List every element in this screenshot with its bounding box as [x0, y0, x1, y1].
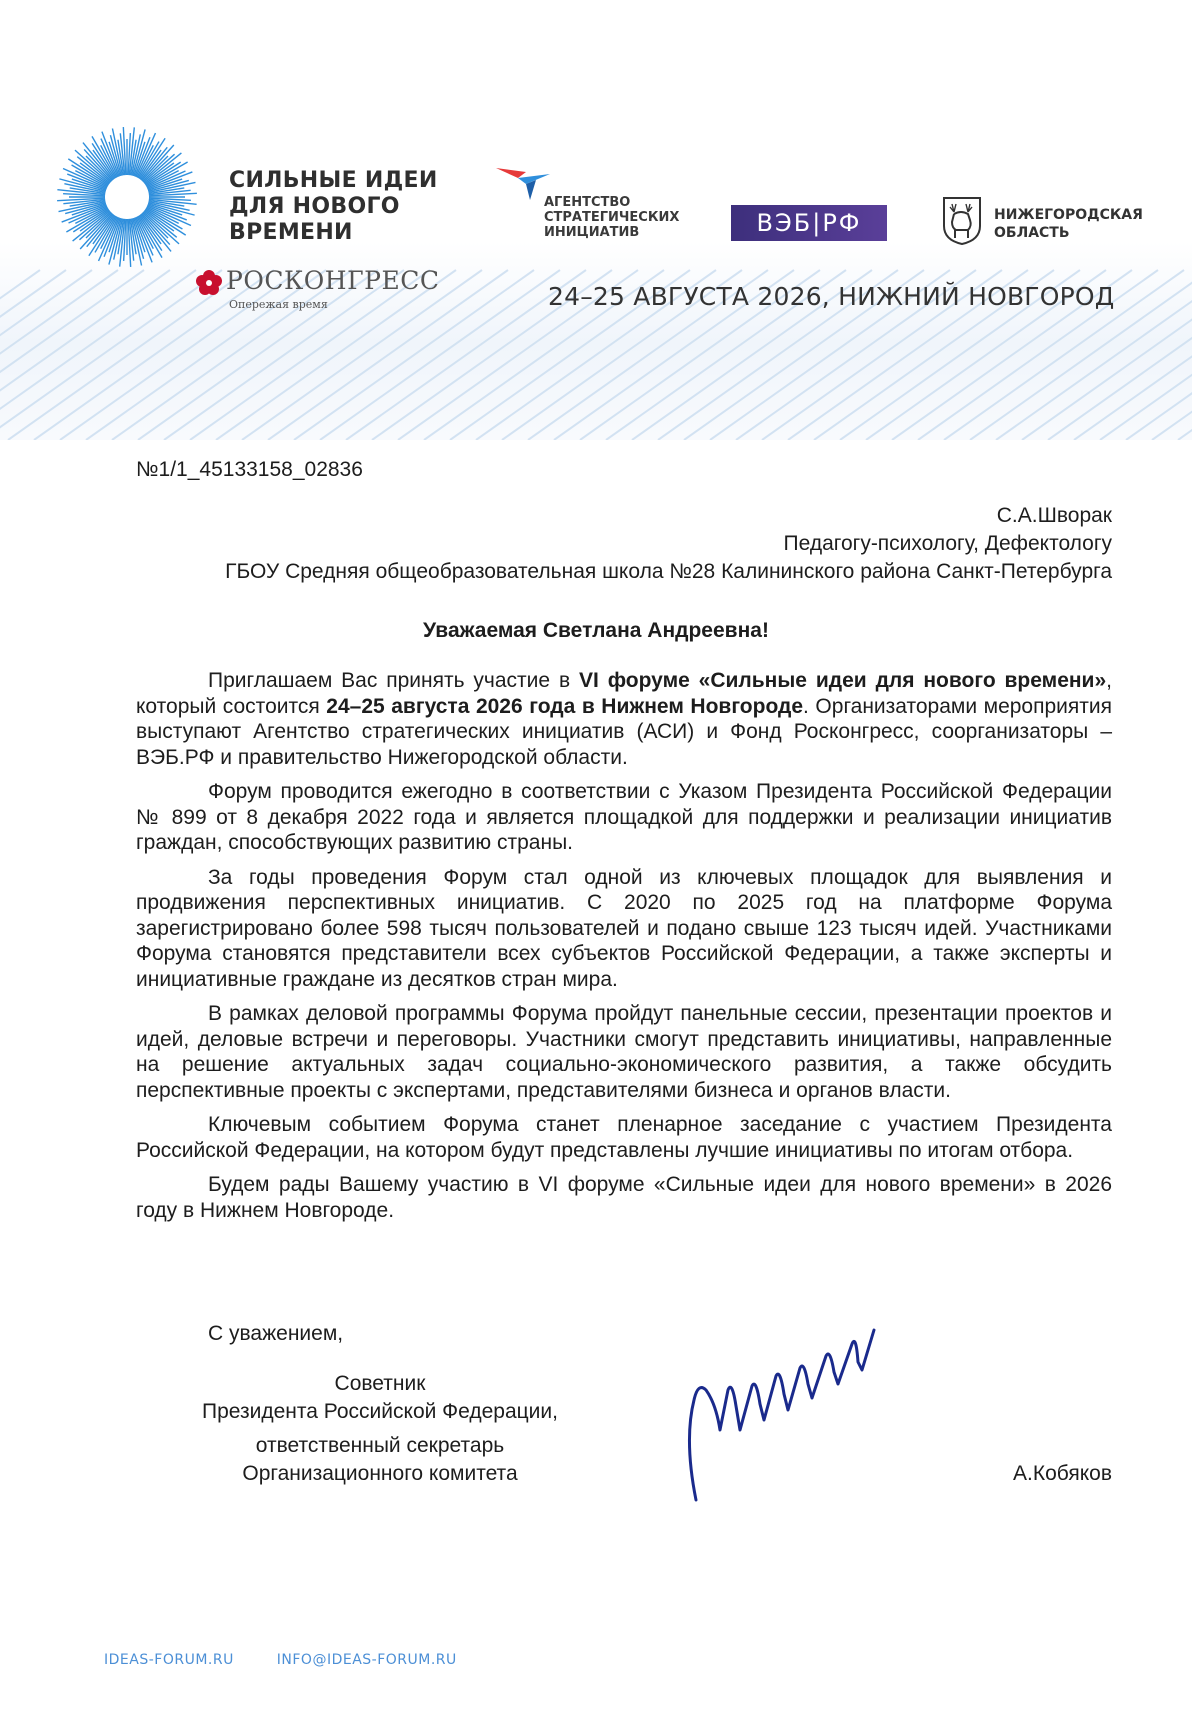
- addressee-organization: ГБОУ Средняя общеобразовательная школа №28 Калининского района Санкт-Петербурга: [225, 560, 1112, 583]
- brand-title-line: СИЛЬНЫЕ ИДЕИ: [229, 168, 438, 193]
- signatory-title-line: Организационного комитета: [242, 1462, 518, 1485]
- nizhny-novgorod-region-logo: [942, 194, 1172, 250]
- event-date-location: 24–25 АВГУСТА 2026, НИЖНИЙ НОВГОРОД: [548, 282, 1115, 311]
- addressee-block: [225, 502, 1112, 586]
- roscongress-name: РОСКОНГРЕСС: [226, 266, 440, 295]
- signatory-title-line: ответственный секретарь: [255, 1434, 505, 1457]
- signatory-title-line: Президента Российской Федерации,: [202, 1400, 558, 1423]
- addressee-position: Педагогу-психологу, Дефектологу: [783, 532, 1112, 555]
- brand-title-line: ВРЕМЕНИ: [229, 220, 353, 245]
- email-link[interactable]: INFO@IDEAS-FORUM.RU: [276, 1652, 457, 1668]
- forum-date-bold: 24–25 августа 2026 года в Нижнем Новгороде: [326, 694, 804, 718]
- text-run: Приглашаем Вас принять участие в: [208, 669, 579, 692]
- asi-name: [544, 195, 679, 240]
- signer-name: А.Кобяков: [1013, 1462, 1112, 1485]
- letterhead: [0, 0, 1192, 440]
- addressee-name: С.А.Шворак: [996, 504, 1112, 527]
- document-number: №1/1_45133158_02836: [136, 458, 363, 481]
- forum-name-bold: VI форуме «Сильные идеи для нового времени»: [578, 669, 1107, 692]
- asi-logo: [496, 166, 696, 246]
- paragraph-decree: Форум проводится ежегодно в соответствии с Указом Президента Российской Федерации № 899 от 8 декабря 2022 года и является площадкой для поддержки и реализации инициатив граждан, способствующих развитию страны.: [136, 780, 1112, 854]
- deer-coat-of-arms-icon: [942, 196, 982, 246]
- forum-sun-logo-icon: [52, 122, 202, 272]
- paragraph-statistics: За годы проведения Форум стал одной из ключевых площадок для выявления и продвижения перспективных инициатив. С 2020 по 2025 год на платформе Форума зарегистрировано более 598 тысяч пользователей и подано свыше 123 тысяч идей. Участниками Форума становятся представители всех субъектов Российской Федерации, а также эксперты и инициативные граждане из десятков стран мира.: [136, 865, 1112, 991]
- text-run: , который состоится: [136, 669, 1112, 718]
- veb-rf-logo: ВЭБ|РФ: [731, 205, 887, 241]
- paragraph-plenary: Ключевым событием Форума станет пленарное заседание с участием Президента Российской Федерации, на котором будут представлены лучшие инициативы по итогам отбора.: [136, 1113, 1112, 1162]
- signatory-title: [140, 1370, 620, 1488]
- asi-name-line: СТРАТЕГИЧЕСКИХ: [544, 210, 680, 225]
- region-name: [994, 206, 1143, 242]
- regards: С уважением,: [208, 1322, 344, 1345]
- text-run: . Организаторами мероприятия выступают Агентство стратегических инициатив (АСИ) и Фонд Росконгресс, соорганизаторы – ВЭБ.РФ и правительство Нижегородской области.: [136, 694, 1112, 769]
- region-name-line: НИЖЕГОРОДСКАЯ: [994, 207, 1143, 223]
- roscongress-logo: [192, 266, 452, 316]
- paragraph-program: В рамках деловой программы Форума пройдут панельные сессии, презентации проектов и идей, деловые встречи и переговоры. Участники смогут представить инициативы, направленные на решение актуальных задач социально-экономического развития, а также обсудить перспективные проекты с экспертами, представителями бизнеса и органов власти.: [136, 1002, 1112, 1102]
- roscongress-tagline: Опережая время: [229, 298, 328, 311]
- asi-name-line: АГЕНТСТВО: [544, 195, 631, 210]
- website-link[interactable]: IDEAS-FORUM.RU: [104, 1652, 234, 1668]
- paragraph-closing: Будем рады Вашему участию в VI форуме «Сильные идеи для нового времени» в 2026 году в Нижнем Новгороде.: [136, 1173, 1112, 1222]
- handwritten-signature: [680, 1320, 900, 1520]
- asi-name-line: ИНИЦИАТИВ: [544, 225, 640, 240]
- signatory-title-line: Советник: [334, 1372, 426, 1395]
- region-name-line: ОБЛАСТЬ: [994, 225, 1070, 241]
- paragraph-invitation: [136, 668, 1112, 770]
- forum-brand-title: [229, 168, 459, 246]
- letter-body: [136, 668, 1112, 1232]
- brand-title-line: ДЛЯ НОВОГО: [229, 194, 400, 219]
- salutation: Уважаемая Светлана Андреевна!: [423, 619, 769, 642]
- roscongress-flower-icon: [194, 268, 224, 298]
- letter-footer: [104, 1652, 495, 1668]
